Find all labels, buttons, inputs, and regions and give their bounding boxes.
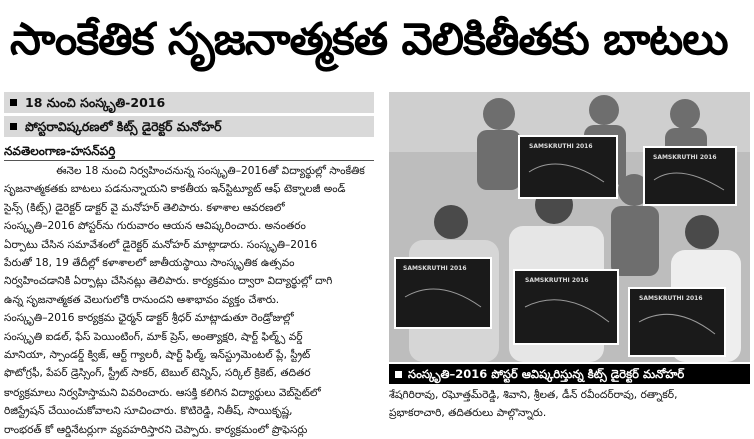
article-line: ఏర్పాటు చేసిన సమావేశంలో డైరెక్టర్ మనోహర్ మాట్లాడారు. సంస్కృతి–2016 xyxy=(4,238,318,251)
poster-heading: SAMSKRUTHI 2016 xyxy=(403,265,467,272)
poster-heading: SAMSKRUTHI 2016 xyxy=(525,277,589,284)
article-line: రిజిస్ట్రేషన్ చేయించుకోవాలని సూచించారు. కొటిరెడ్డి, నితీష్, సాయికృష్ణ, xyxy=(4,405,293,418)
article-line: రాంభరత్ కో ఆర్డినేటర్లుగా వ్యవహరిస్తారని చెప్పారు. కార్యక్రమంలో ప్రొఫెసర్లు xyxy=(4,423,308,436)
article-line: ఈనెల 18 నుంచి నిర్వహించనున్న సంస్కృతి–2016తో విద్యార్థుల్లో సాంకేతిక xyxy=(56,165,365,177)
photo-illustration xyxy=(389,92,750,362)
article-line: సంస్కృతి ఐడల్, ఫేస్ పెయింటింగ్, మాక్ ప్రెస్, అంత్యాక్షరి, షార్ట్ ఫిల్మ్స్ వర్డ్ xyxy=(4,330,303,343)
highlight-text: పోస్టరావిష్కరణలో కిట్స్ డైరెక్టర్ మనోహర్ xyxy=(25,119,222,134)
article-body-left xyxy=(4,162,378,384)
article-line: కార్యక్రమాలు నిర్వహిస్తామని వివరించారు. ఆసక్తి కలిగిన విద్యార్థులు వెబ్‌సైట్‌లో xyxy=(4,387,321,399)
news-photo xyxy=(389,92,750,362)
article-line: మానియా, స్పాండర్డ్ క్విజ్, ఆర్ట్ గ్యాలరీ, షార్ట్ ఫిల్మ్, ఇన్‌స్ట్రుమెంటల్ ప్లే, స్ట్రీట్ xyxy=(4,348,311,361)
highlight-text: 18 నుంచి సంస్కృతి-2016 xyxy=(25,95,166,110)
poster-heading: SAMSKRUTHI 2016 xyxy=(529,143,593,150)
article-line: ఉన్న సృజనాత్మకత వెలుగులోకి రానుందని ఆశాభావం వ్యక్తం చేశారు. xyxy=(4,293,280,306)
photo-caption xyxy=(389,364,750,384)
highlight-item xyxy=(4,116,374,137)
caption-text: సంస్కృతి–2016 పోస్టర్ ఆవిష్కరిస్తున్న కిట్స్ డైరెక్టర్ మనోహర్ xyxy=(408,367,685,381)
article-line: నిర్వహించడానికి ఏర్పాట్లు చేసినట్లు తెలిపారు. కార్యక్రమం ద్వారా విద్యార్థుల్లో దాగి xyxy=(4,275,333,288)
article-line: ఫొటోగ్రఫీ, పేపర్ డ్రెస్సింగ్, స్ట్రీట్ సాకర్, టెబుల్ టెన్నిస్, సర్కిల్ క్రికెట్, తదితర xyxy=(4,367,311,380)
article-body-right xyxy=(389,386,750,423)
poster-heading: SAMSKRUTHI 2016 xyxy=(653,154,717,161)
article-line: సంస్కృతి–2016 కార్యక్రమ ఛైర్మన్ డాక్టర్ శ్రీధర్ మాట్లాడుతూ రెండ్రోజుల్లో xyxy=(4,312,294,325)
article-line: సృజనాత్మకతకు బాటలు పడనున్నాయని కాకతీయ ఇన్‌స్టిట్యూట్ ఆఫ్ టెక్నాలజీ అండ్ xyxy=(4,183,346,196)
article-line: ప్రభాకరాచారి, తదితరులు పాల్గొన్నారు. xyxy=(389,407,547,420)
bullet-icon xyxy=(395,371,402,378)
headline: సాంకేతిక సృజనాత్మకత వెలికితీతకు బాటలు xyxy=(10,14,728,65)
article-line: సంస్కృతి–2016 పోస్టర్‌ను గురువారం ఆయన ఆవిష్కరించారు. అనంతరం xyxy=(4,220,306,233)
highlight-item xyxy=(4,92,374,113)
bullet-icon xyxy=(10,99,17,106)
highlights xyxy=(4,92,374,140)
bullet-icon xyxy=(10,123,17,130)
dateline: నవతెలంగాణ-హసన్‌పర్తి xyxy=(4,142,374,161)
article-line: పేరుతో 18, 19 తేదీల్లో కళాశాలలో జాతీయస్థాయి సాంస్కృతిక ఉత్సవం xyxy=(4,256,295,269)
article-line: సైన్స్ (కిట్స్) డైరెక్టర్ డాక్టర్ వై మనోహర్ తెలిపారు. కళాశాల ఆవరణలో xyxy=(4,201,285,214)
poster-heading: SAMSKRUTHI 2016 xyxy=(639,295,703,302)
article-line: శేషగిరిరావు, రఘోత్తమ్‌రెడ్డి, శివాని, శ్రీలత, డీన్ రవీందర్‌రావు, రత్నాకర్, xyxy=(389,389,678,401)
